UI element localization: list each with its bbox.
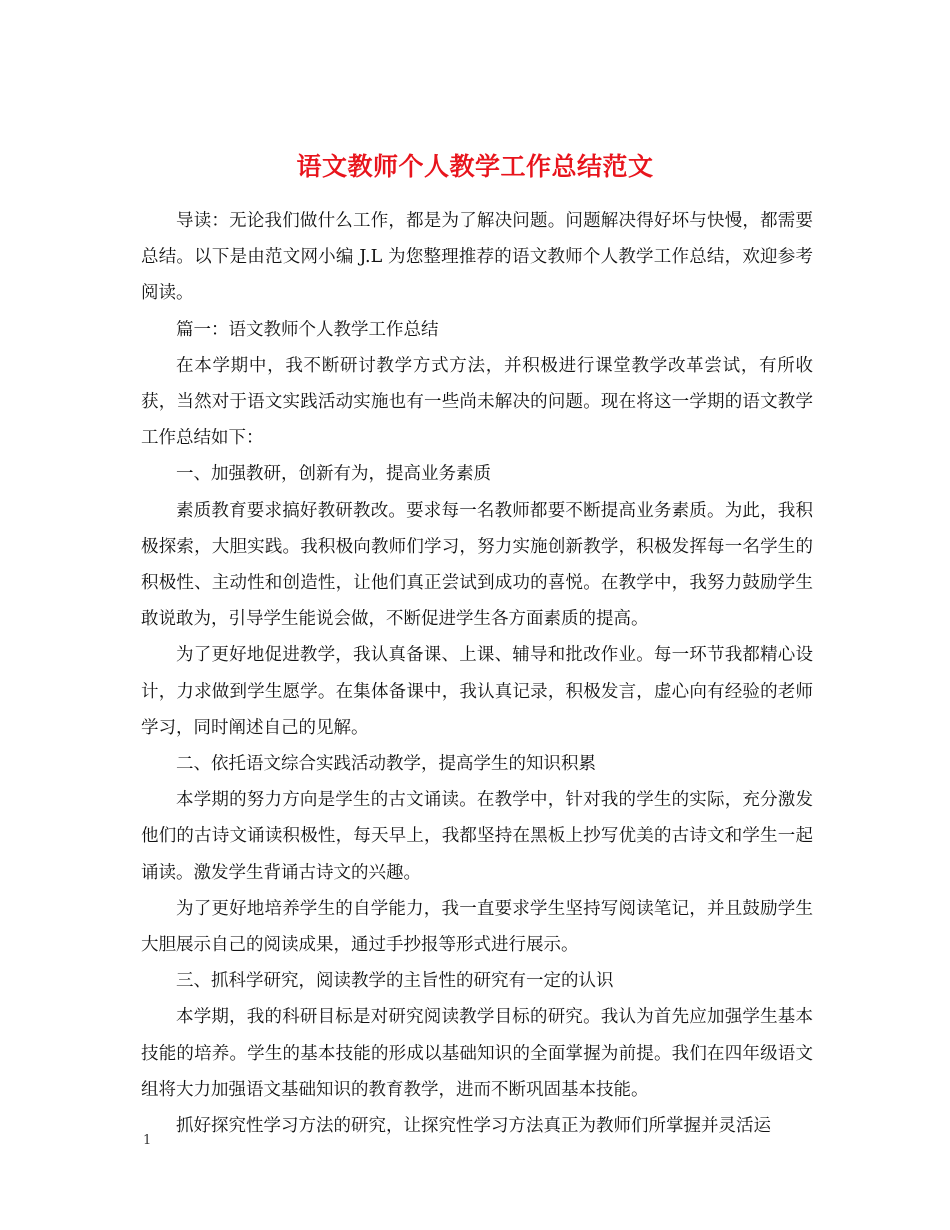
body-paragraph: 在本学期中，我不断研讨教学方式方法，并积极进行课堂教学改革尝试，有所收获，当然对于语文实践活动实施也有一些尚未解决的问题。现在将这一学期的语文教学工作总结如下： bbox=[141, 355, 813, 449]
body-paragraph: 为了更好地促进教学，我认真备课、上课、辅导和批改作业。每一环节我都精心设计，力求做到学生愿学。在集体备课中，我认真记录，积极发言，虚心向有经验的老师学习，同时阐述自己的见解。 bbox=[141, 645, 813, 738]
body-paragraph: 本学期，我的科研目标是对研究阅读教学目标的研究。我认为首先应加强学生基本技能的培养。学生的基本技能的形成以基础知识的全面掌握为前提。我们在四年级语文组将大力加强语文基础知识的教育教学，进而不断巩固基本技能。 bbox=[141, 1007, 813, 1100]
body-paragraph: 本学期的努力方向是学生的古文诵读。在教学中，针对我的学生的实际，充分激发他们的古诗文诵读积极性，每天早上，我都坚持在黑板上抄写优美的古诗文和学生一起诵读。激发学生背诵古诗文的兴趣。 bbox=[141, 790, 813, 883]
document-body bbox=[141, 203, 813, 1144]
chapter-heading: 篇一：语文教师个人教学工作总结 bbox=[176, 319, 439, 340]
page-number: 1 bbox=[143, 1133, 152, 1148]
section-heading: 一、加强教研，创新有为，提高业务素质 bbox=[176, 464, 491, 485]
body-paragraph: 素质教育要求搞好教研教改。要求每一名教师都要不断提高业务素质。为此，我积极探索，大胆实践。我积极向教师们学习，努力实施创新教学，积极发挥每一名学生的积极性、主动性和创造性，让他们真正尝试到成功的喜悦。在教学中，我努力鼓励学生敢说敢为，引导学生能说会做，不断促进学生各方面素质的提高。 bbox=[141, 500, 813, 630]
section-heading: 三、抓科学研究，阅读教学的主旨性的研究有一定的认识 bbox=[176, 971, 614, 992]
document-title: 语文教师个人教学工作总结范文 bbox=[296, 151, 654, 181]
body-paragraph: 为了更好地培养学生的自学能力，我一直要求学生坚持写阅读笔记，并且鼓励学生大胆展示自己的阅读成果，通过手抄报等形式进行展示。 bbox=[141, 898, 813, 956]
intro-paragraph: 导读：无论我们做什么工作，都是为了解决问题。问题解决得好坏与快慢，都需要总结。以下是由范文网小编 J.L 为您整理推荐的语文教师个人教学工作总结，欢迎参考阅读。 bbox=[141, 211, 813, 304]
body-paragraph: 抓好探究性学习方法的研究，让探究性学习方法真正为教师们所掌握并灵活运 bbox=[176, 1116, 771, 1137]
section-heading: 二、依托语文综合实践活动教学，提高学生的知识积累 bbox=[176, 754, 596, 775]
